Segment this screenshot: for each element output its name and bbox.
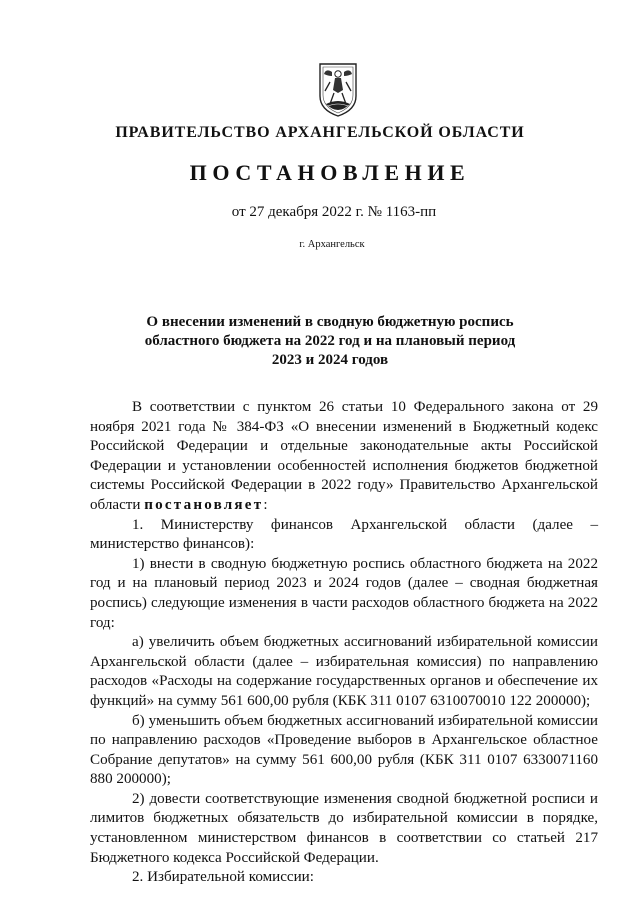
city: г. Архангельск	[299, 239, 365, 250]
resolves-word: постановляет	[144, 496, 264, 513]
paragraph-1-1-b: б) уменьшить объем бюджетных ассигнований избирательной комиссии по направлению расходов «Проведение выборов в Архангельское областное Собрание депутатов» на сумму 561 600,00 рубля (КБК 311 0107 6330071160 880 200000);	[90, 712, 598, 788]
coat-of-arms-icon	[314, 60, 362, 118]
paragraph-1-1-a: а) увеличить объем бюджетных ассигнований избирательной комиссии Архангельской области (далее – избирательная комиссия) по направлению расходов «Расходы на содержание государственных органов и обеспечение их функций» на сумму 561 600,00 рубля (КБК 311 0107 6310070010 122 200000);	[90, 634, 598, 709]
document-body	[90, 398, 598, 888]
colon: :	[263, 496, 268, 513]
paragraph-1-1: 1) внести в сводную бюджетную роспись областного бюджета на 2022 год и на плановый период 2023 и 2024 годов (далее – сводная бюджетная роспись) следующие изменения в части расходов областного бюджета на 2022 год:	[90, 555, 598, 631]
title-line: областного бюджета на 2022 год и на плановый период	[144, 333, 516, 349]
paragraph-2: 2. Избирательной комиссии:	[132, 869, 314, 886]
document-type: ПОСТАНОВЛЕНИЕ	[189, 160, 471, 185]
government-name: ПРАВИТЕЛЬСТВО АРХАНГЕЛЬСКОЙ ОБЛАСТИ	[115, 124, 525, 141]
paragraph-1: 1. Министерству финансов Архангельской области (далее – министерство финансов):	[90, 516, 598, 553]
title-line: О внесении изменений в сводную бюджетную роспись	[146, 314, 514, 330]
preamble-text: В соответствии с пунктом 26 статьи 10 Федерального закона от 29 ноября 2021 года № 384-ФЗ «О внесении изменений в Бюджетный кодекс Российской Федерации и отдельные законодательные акты Российской Федерации и установлении особенностей исполнения бюджетов бюджетной системы Российской Федерации в 2022 году» Правительство Архангельской области	[90, 399, 598, 513]
paragraph-1-2: 2) довести соответствующие изменения сводной бюджетной росписи и лимитов бюджетных обязательств до избирательной комиссии в порядке, установленном министерством финансов в соответствии со статьей 217 Бюджетного кодекса Российской Федерации.	[90, 790, 598, 866]
title-line: 2023 и 2024 годов	[271, 352, 389, 368]
document-title	[140, 313, 520, 370]
date-number: от 27 декабря 2022 г. № 1163-пп	[231, 204, 437, 220]
preamble-paragraph	[90, 398, 598, 516]
